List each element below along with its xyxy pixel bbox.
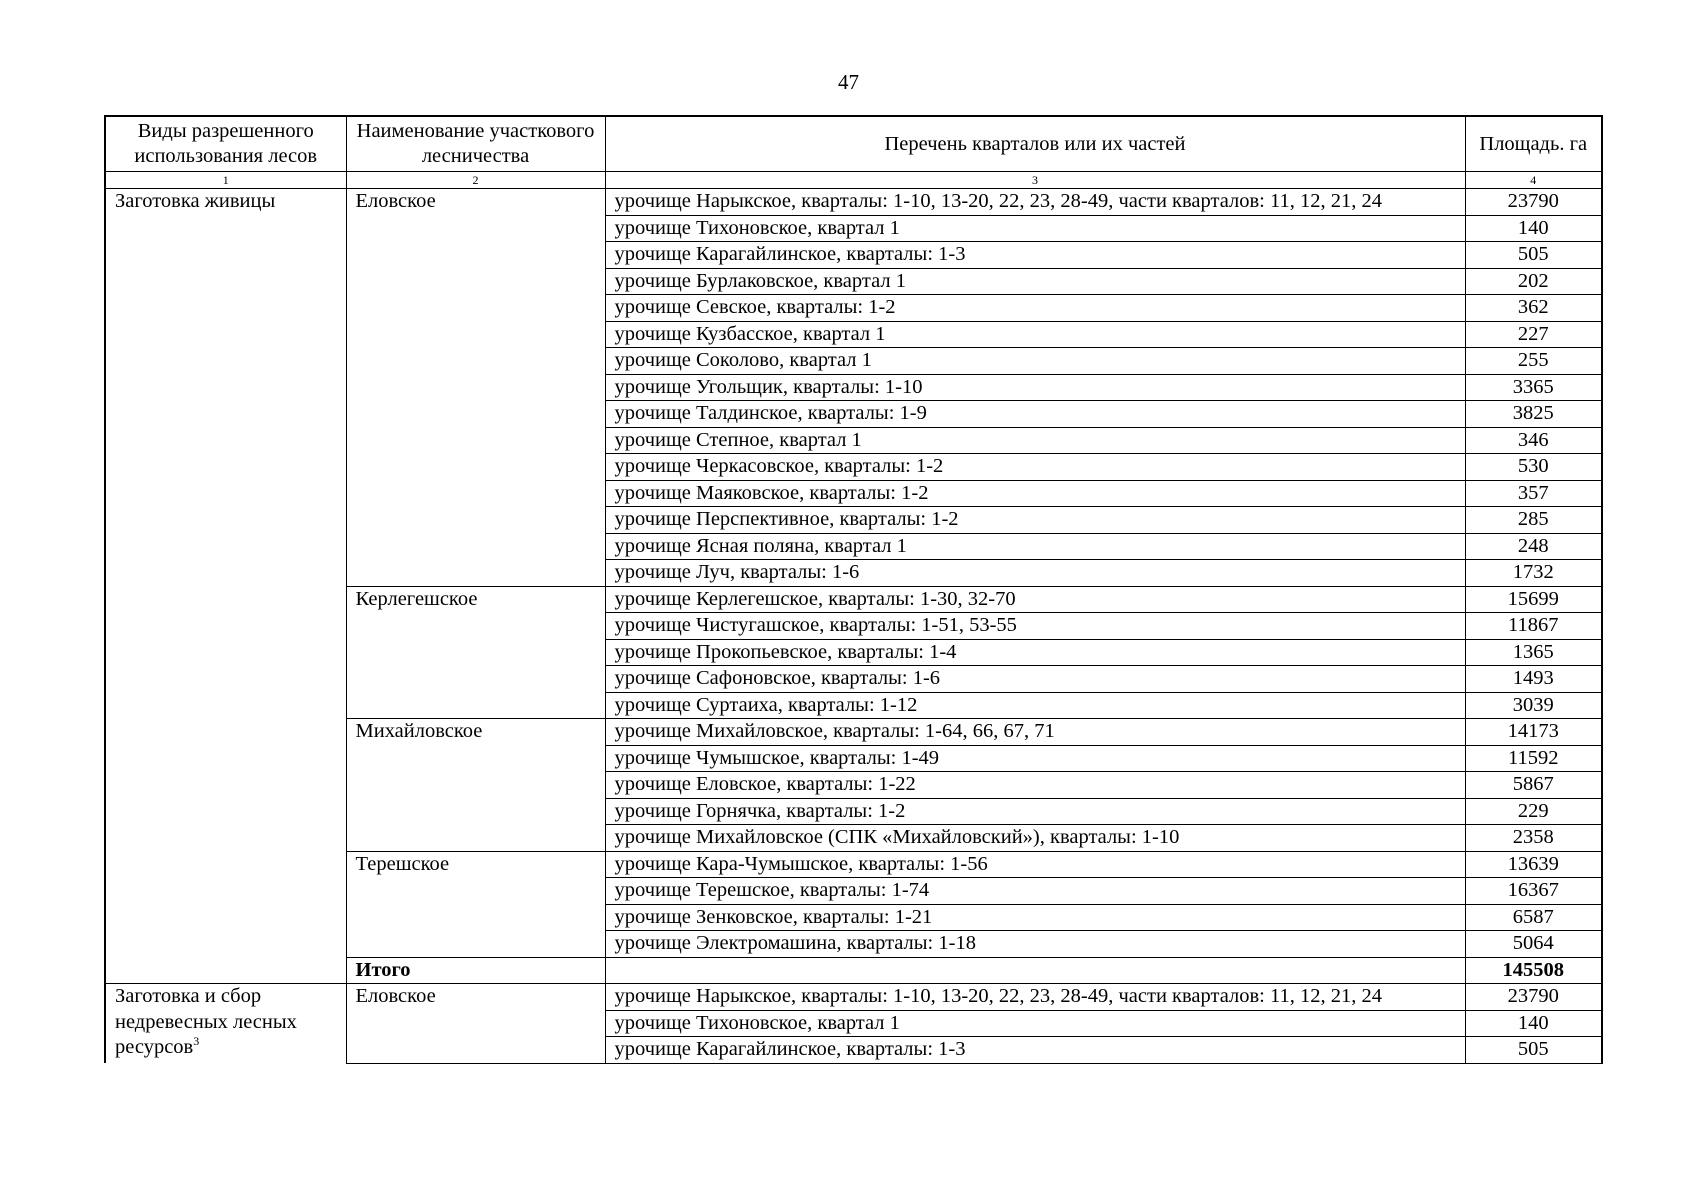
header-quarters: Перечень кварталов или их частей <box>605 116 1465 172</box>
forestry-name: Терешское <box>355 852 450 875</box>
quarters-cell: урочище Черкасовское, кварталы: 1-2 <box>605 454 1465 481</box>
quarters-cell: урочище Талдинское, кварталы: 1-9 <box>605 401 1465 428</box>
quarters-cell: урочище Соколово, квартал 1 <box>605 348 1465 375</box>
table-row <box>105 984 1602 1011</box>
quarters-cell: урочище Угольщик, кварталы: 1-10 <box>605 374 1465 401</box>
area-cell: 227 <box>1465 321 1602 348</box>
page-number: 47 <box>838 70 859 94</box>
quarters-cell: урочище Нарыкское, кварталы: 1-10, 13-20, 22, 23, 28-49, части кварталов: 11, 12, 21, 24 <box>605 984 1465 1011</box>
quarters-cell: урочище Сафоновское, кварталы: 1-6 <box>605 666 1465 693</box>
area-cell: 1493 <box>1465 666 1602 693</box>
header-use-type: Виды разрешенного использования лесов <box>105 116 346 172</box>
quarters-cell: урочище Карагайлинское, кварталы: 1-3 <box>605 1037 1465 1064</box>
forestry-name: Керлегешское <box>355 587 478 610</box>
area-cell: 3039 <box>1465 692 1602 719</box>
area-cell: 357 <box>1465 480 1602 507</box>
quarters-cell: урочище Терешское, кварталы: 1-74 <box>605 878 1465 905</box>
header-forestry: Наименование участкового лесничества <box>346 116 605 172</box>
quarters-cell: урочище Кара-Чумышское, кварталы: 1-56 <box>605 851 1465 878</box>
area-cell: 140 <box>1465 1010 1602 1037</box>
area-cell: 14173 <box>1465 719 1602 746</box>
area-cell: 2358 <box>1465 825 1602 852</box>
total-label: Итого <box>346 957 605 984</box>
area-cell: 5064 <box>1465 931 1602 958</box>
area-cell: 3365 <box>1465 374 1602 401</box>
total-area: 145508 <box>1465 957 1602 984</box>
area-cell: 362 <box>1465 295 1602 322</box>
area-cell: 505 <box>1465 1037 1602 1064</box>
area-cell: 140 <box>1465 215 1602 242</box>
area-cell: 248 <box>1465 533 1602 560</box>
area-cell: 530 <box>1465 454 1602 481</box>
quarters-cell: урочище Луч, кварталы: 1-6 <box>605 560 1465 587</box>
area-cell: 1365 <box>1465 639 1602 666</box>
column-number-row <box>105 172 1602 189</box>
quarters-cell: урочище Тихоновское, квартал 1 <box>605 215 1465 242</box>
area-cell: 23790 <box>1465 189 1602 216</box>
forestry-name: Еловское <box>355 985 436 1007</box>
forestry-cell <box>346 586 605 719</box>
area-cell: 505 <box>1465 242 1602 269</box>
quarters-cell: урочище Керлегешское, кварталы: 1-30, 32-70 <box>605 586 1465 613</box>
forestry-cell <box>346 189 605 587</box>
use-type-text: Заготовка живицы <box>115 190 276 212</box>
quarters-cell: урочище Суртаиха, кварталы: 1-12 <box>605 692 1465 719</box>
use-type-text: Заготовка и сбор недревесных лесных ресурсов <box>115 985 297 1058</box>
use-type-cell <box>105 189 346 984</box>
area-cell: 229 <box>1465 798 1602 825</box>
column-number: 4 <box>1465 172 1602 189</box>
forest-use-table <box>104 115 1603 1064</box>
quarters-cell: урочище Чумышское, кварталы: 1-49 <box>605 745 1465 772</box>
column-number: 3 <box>605 172 1465 189</box>
area-cell: 6587 <box>1465 904 1602 931</box>
forestry-name: Еловское <box>355 190 436 212</box>
quarters-cell: урочище Карагайлинское, кварталы: 1-3 <box>605 242 1465 269</box>
quarters-cell: урочище Чистугашское, кварталы: 1-51, 53-55 <box>605 613 1465 640</box>
use-type-cell <box>105 984 346 1064</box>
area-cell: 5867 <box>1465 772 1602 799</box>
quarters-cell: урочище Михайловское (СПК «Михайловский»), кварталы: 1-10 <box>605 825 1465 852</box>
area-cell: 16367 <box>1465 878 1602 905</box>
quarters-cell: урочище Горнячка, кварталы: 1-2 <box>605 798 1465 825</box>
quarters-cell: урочище Тихоновское, квартал 1 <box>605 1010 1465 1037</box>
forestry-cell <box>346 984 605 1064</box>
quarters-cell: урочище Еловское, кварталы: 1-22 <box>605 772 1465 799</box>
area-cell: 285 <box>1465 507 1602 534</box>
area-cell: 255 <box>1465 348 1602 375</box>
quarters-cell: урочище Прокопьевское, кварталы: 1-4 <box>605 639 1465 666</box>
area-cell: 13639 <box>1465 851 1602 878</box>
forestry-cell <box>346 851 605 957</box>
total-empty-cell <box>605 957 1465 984</box>
table-row <box>105 189 1602 216</box>
area-cell: 11867 <box>1465 613 1602 640</box>
quarters-cell: урочище Михайловское, кварталы: 1-64, 66, 67, 71 <box>605 719 1465 746</box>
quarters-cell: урочище Кузбасское, квартал 1 <box>605 321 1465 348</box>
area-cell: 202 <box>1465 268 1602 295</box>
forestry-name: Михайловское <box>355 720 483 742</box>
quarters-cell: урочище Зенковское, кварталы: 1-21 <box>605 904 1465 931</box>
area-cell: 11592 <box>1465 745 1602 772</box>
quarters-cell: урочище Нарыкское, кварталы: 1-10, 13-20, 22, 23, 28-49, части кварталов: 11, 12, 21, 24 <box>605 189 1465 216</box>
quarters-cell: урочище Степное, квартал 1 <box>605 427 1465 454</box>
table-body <box>105 189 1602 1064</box>
area-cell: 346 <box>1465 427 1602 454</box>
area-cell: 15699 <box>1465 586 1602 613</box>
area-cell: 23790 <box>1465 984 1602 1011</box>
quarters-cell: урочище Маяковское, кварталы: 1-2 <box>605 480 1465 507</box>
header-area: Площадь. га <box>1465 116 1602 172</box>
area-cell: 1732 <box>1465 560 1602 587</box>
quarters-cell: урочище Ясная поляна, квартал 1 <box>605 533 1465 560</box>
quarters-cell: урочище Перспективное, кварталы: 1-2 <box>605 507 1465 534</box>
footnote-marker: 3 <box>193 1034 200 1049</box>
column-number: 2 <box>346 172 605 189</box>
area-cell: 3825 <box>1465 401 1602 428</box>
quarters-cell: урочище Электромашина, кварталы: 1-18 <box>605 931 1465 958</box>
header-row <box>105 116 1602 172</box>
quarters-cell: урочище Бурлаковское, квартал 1 <box>605 268 1465 295</box>
column-number: 1 <box>105 172 346 189</box>
quarters-cell: урочище Севское, кварталы: 1-2 <box>605 295 1465 322</box>
forestry-cell <box>346 719 605 852</box>
